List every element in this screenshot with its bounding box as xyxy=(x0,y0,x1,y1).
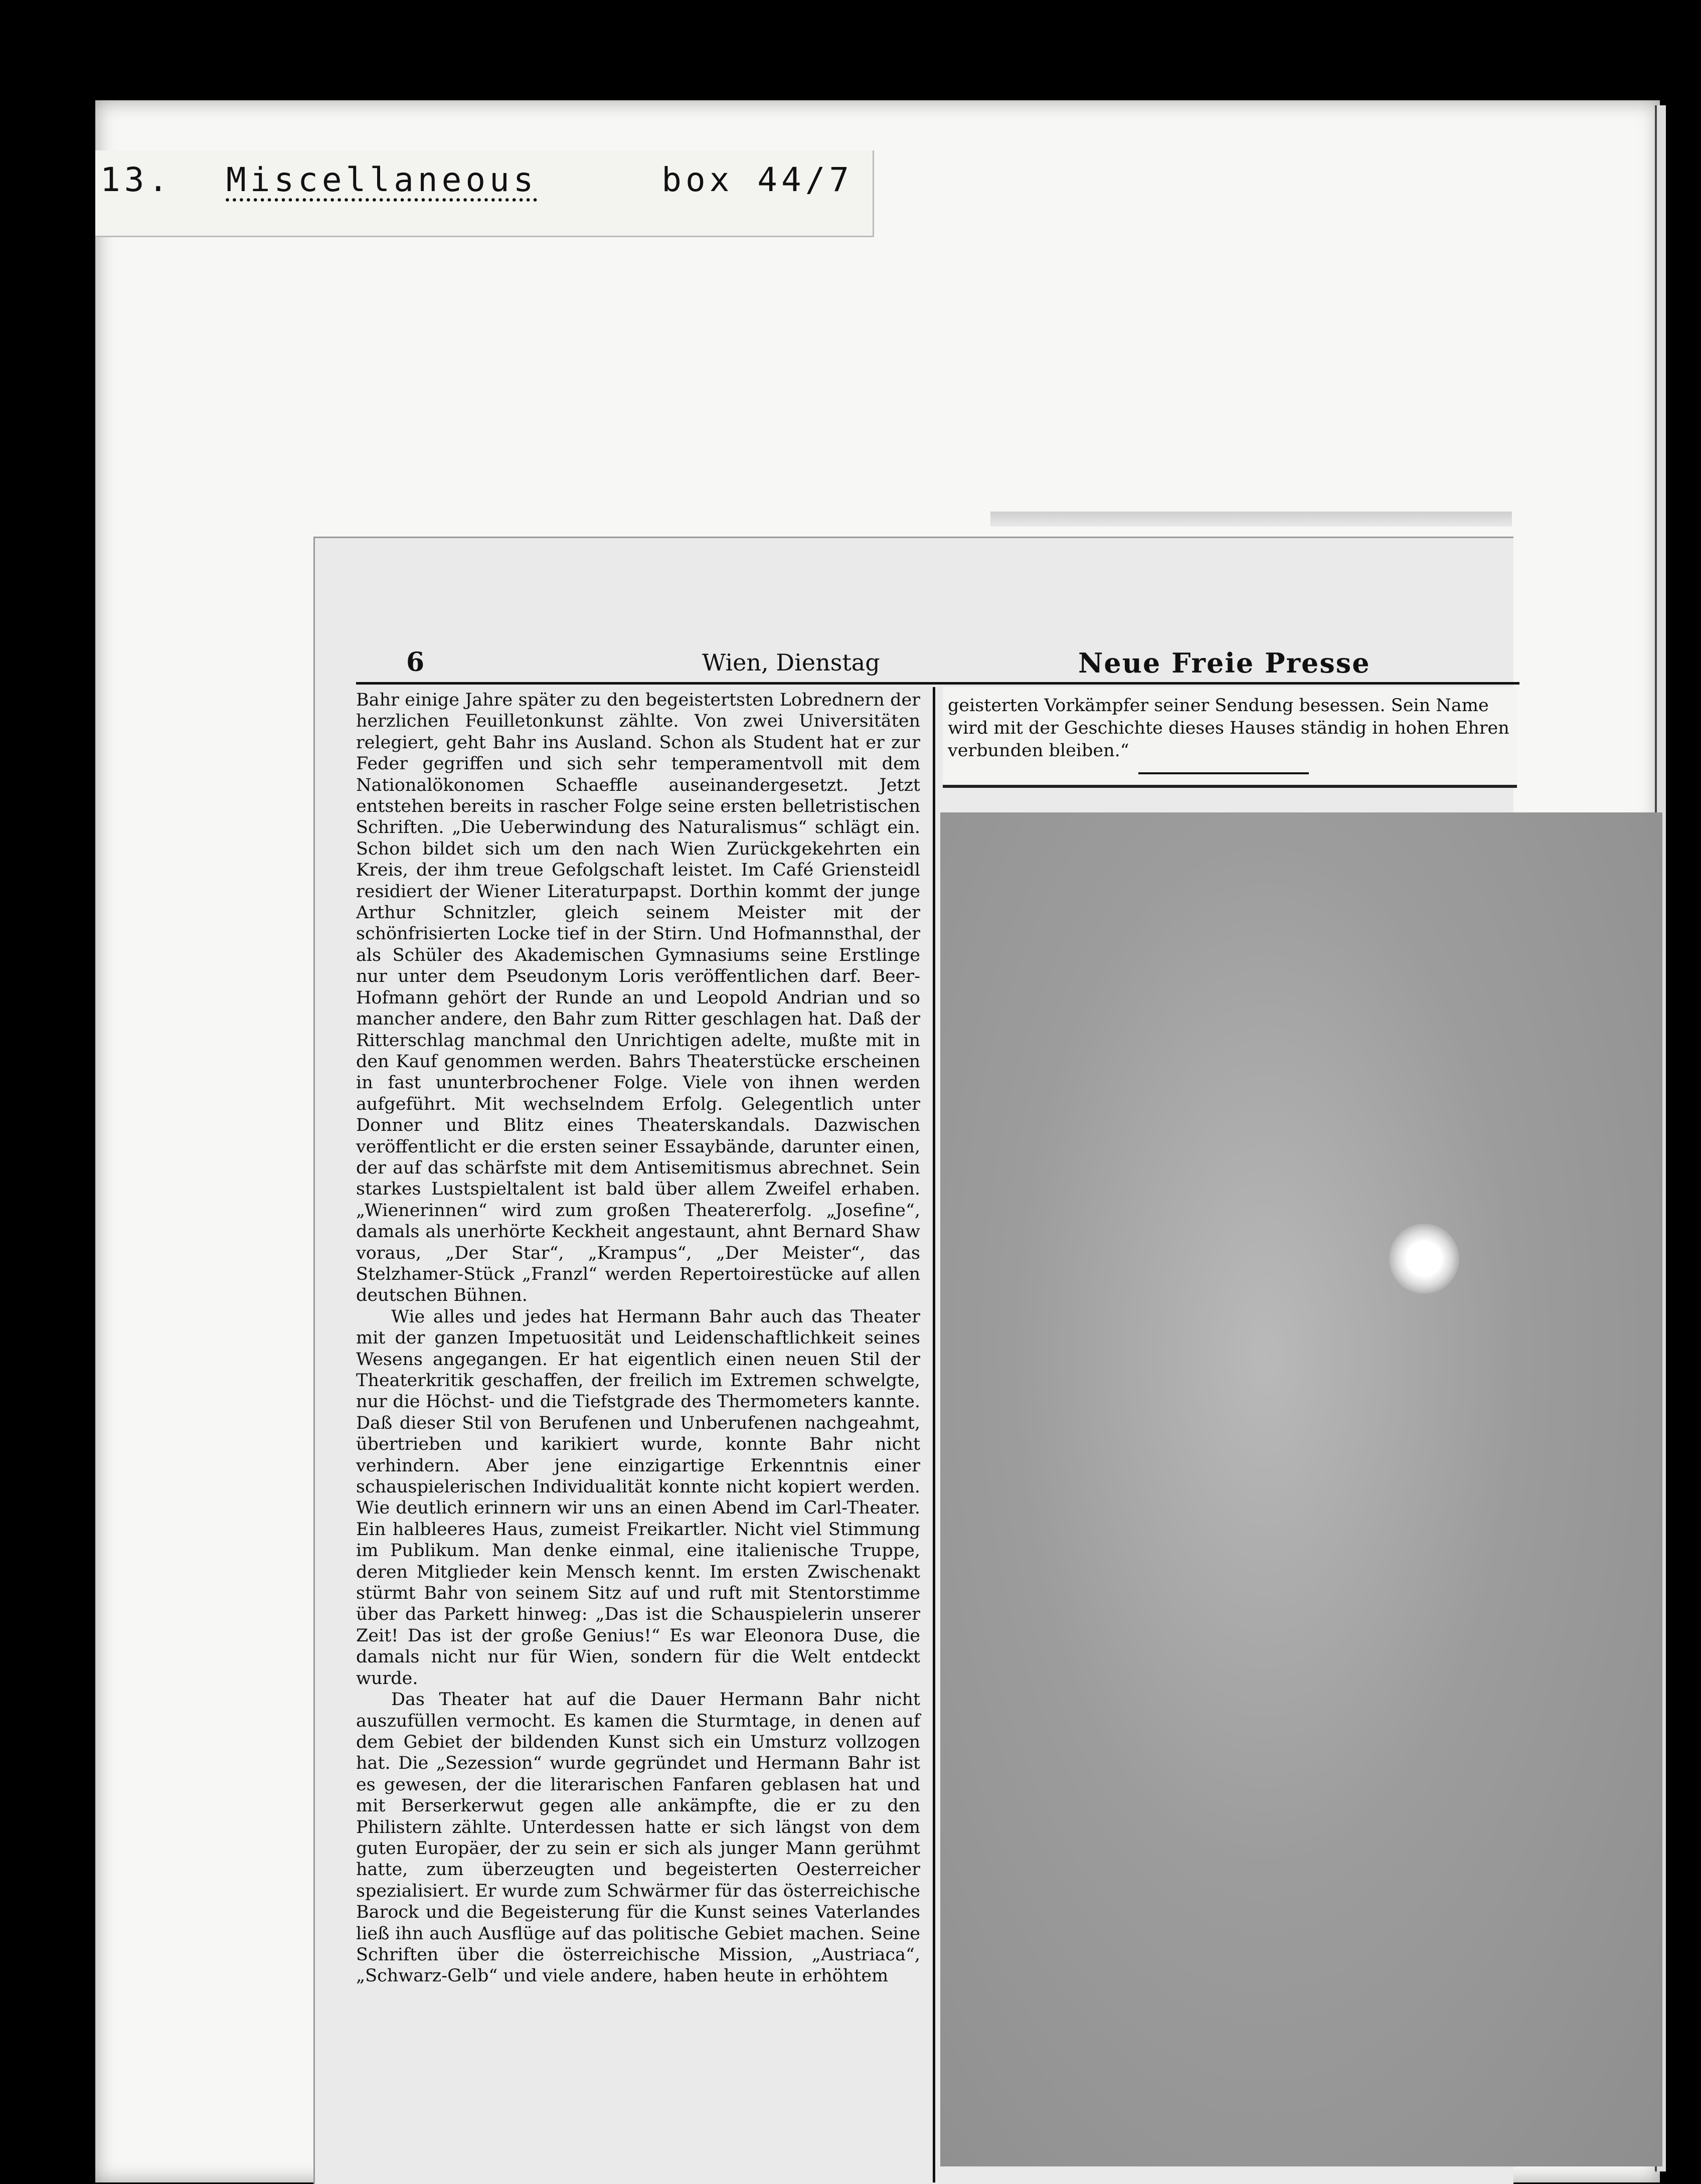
light-glare xyxy=(1389,1224,1459,1294)
newspaper-masthead xyxy=(351,642,1389,682)
article-paragraph: Bahr einige Jahre später zu den begeistertsten Lobrednern der herzlichen Feuilletonkunst zählte. Von zwei Universitäten relegiert, geht Bahr ins Ausland. Schon als Student hat er zur Feder gegriffen und sich sehr temperamentvoll mit dem Nationalökonomen Schaeffle auseinandergesetzt. Jetzt entstehen bereits in rascher Folge seine ersten belletristischen Schriften. „Die Ueberwindung des Naturalismus“ schlägt ein. Schon bildet sich um den nach Wien Zurückgekehrten ein Kreis, der ihm treue Gefolgschaft leistet. Im Café Griensteidl residiert der Wiener Literaturpapst. Dorthin kommt der junge Arthur Schnitzler, gleich seinem Meister mit der schönfrisierten Locke tief in der Stirn. Und Hofmannsthal, der als Schüler des Akademischen Gymnasiums seine Erstlinge nur unter dem Pseudonym Loris veröffentlichen darf. Beer-Hofmann gehört der Runde an und Leopold Andrian und so mancher andere, den Bahr zum Ritter geschlagen hat. Daß der Ritterschlag manchmal den Unrichtigen adelte, mußte mit in den Kauf genommen werden. Bahrs Theaterstücke erscheinen in fast ununterbrochener Folge. Viele von ihnen werden aufgeführt. Mit wechselndem Erfolg. Gelegentlich unter Donner und Blitz eines Theaterskandals. Dazwischen veröffentlicht er die ersten seiner Essaybände, darunter einen, der auf das schärfste mit dem Antisemitismus abrechnet. Sein starkes Lustspieltalent ist bald über allem Zweifel erhaben. „Wienerinnen“ wird zum großen Theatererfolg. „Josefine“, damals als unerhörte Keckheit angestaunt, ahnt Bernard Shaw voraus, „Der Star“, „Krampus“, „Der Meister“, das Stelzhamer-Stück „Franzl“ werden Repertoirestücke auf allen deutschen Bühnen. xyxy=(356,690,920,1306)
masthead-rule xyxy=(356,682,1519,685)
clipping-shadow xyxy=(990,512,1512,527)
page-number: 6 xyxy=(406,647,425,678)
article-paragraph: Das Theater hat auf die Dauer Hermann Bahr nicht auszufüllen vermocht. Es kamen die Sturmtage, in denen auf dem Gebiet der bildenden Kunst sich ein Umsturz vollzogen hat. Die „Sezession“ wurde gegründet und Hermann Bahr ist es gewesen, der die literarischen Fanfaren geblasen hat und mit Berserkerwut gegen alle ankämpfte, die er zu den Philistern zählte. Unterdessen hatte er sich längst von dem guten Europäer, der zu sein er sich als junger Mann gerühmt hatte, zum überzeugten und begeisterten Oesterreicher spezialisiert. Er wurde zum Schwärmer für das österreichische Barock und die Begeisterung für die Kunst seines Vaterlandes ließ ihn auch Ausflüge auf das politische Gebiet machen. Seine Schriften über die österreichische Mission, „Austriaca“, „Schwarz-Gelb“ und viele andere, haben heute in erhöhtem xyxy=(356,1690,920,1986)
archive-label xyxy=(100,160,853,199)
article-left-column xyxy=(356,690,920,1987)
article-end-rule xyxy=(1138,772,1309,774)
archive-box: box 44/7 xyxy=(661,160,854,199)
article-right-column: geisterten Vorkämpfer seiner Sendung besessen. Sein Name wird mit der Geschichte dieses Hauses ständig in hohen Ehren verbunden bleiben.“ xyxy=(948,696,1509,761)
newspaper-name: Neue Freie Presse xyxy=(1078,647,1371,679)
article-paragraph: Wie alles und jedes hat Hermann Bahr auch das Theater mit der ganzen Impetuosität und Leidenschaftlichkeit seines Wesens angegangen. Er hat eigentlich einen neuen Stil der Theaterkritik geschaffen, der freilich im Extremen schwelgte, nur die Höchst- und die Tiefstgrade des Thermometers kannte. Daß dieser Stil von Berufenen und Unberufenen nachgeahmt, übertrieben und karikiert wurde, konnte Bahr nicht verhindern. Aber jene einzigartige Erkenntnis einer schauspielerischen Individualität konnte nicht kopiert werden. Wie deutlich erinnern wir uns an einen Abend im Carl-Theater. Ein halbleeres Haus, zumeist Freikartler. Nicht viel Stimmung im Publikum. Man denke einmal, eine italienische Truppe, deren Mitglieder kein Mensch kennt. Im ersten Zwischenakt stürmt Bahr von seinem Sitz auf und ruft mit Stentorstimme über das Parkett hinweg: „Das ist die Schauspielerin unserer Zeit! Das ist der große Genius!“ Es war Eleonora Duse, die damals nicht nur für Wien, sondern für die Welt entdeckt wurde. xyxy=(356,1306,920,1689)
column-divider xyxy=(933,687,935,2182)
place-and-day: Wien, Dienstag xyxy=(702,649,880,676)
blank-paper-area xyxy=(940,812,1662,2166)
archive-title: Miscellaneous xyxy=(226,160,538,199)
archive-number: 13. xyxy=(100,160,173,199)
